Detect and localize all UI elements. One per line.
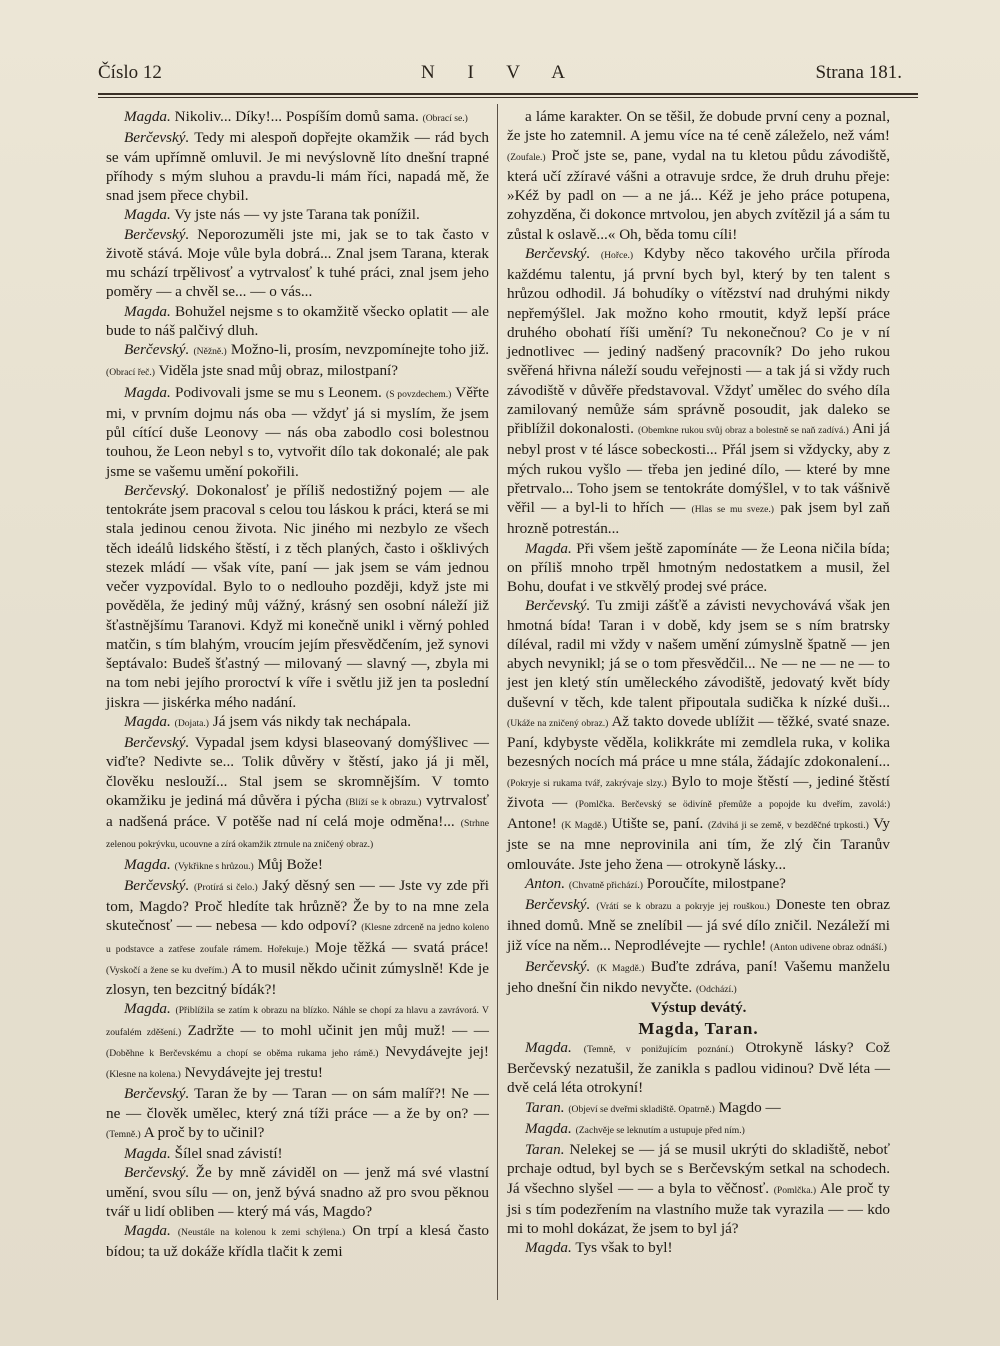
speaker-name: Berčevský. xyxy=(124,481,190,499)
dialogue-text: Tedy mi alespoň dopřejte okamžik — rád bych se vám upřímně omluvil. Je mi nevýslovně líto dnešní trapné příhody s mým sluhou a pravdu-li mám říci, napadá mě, že snad jsem přece chybil. xyxy=(106,129,489,204)
magazine-title: N I V A xyxy=(420,62,579,83)
dialogue-paragraph xyxy=(507,539,890,597)
stage-direction: (Objeví se dveřmi skladiště. Opatrně.) xyxy=(568,1103,715,1115)
speaker-name: Berčevský. xyxy=(525,244,591,262)
dialogue-paragraph xyxy=(507,1098,890,1119)
speaker-name: Magda. xyxy=(124,302,171,320)
stage-direction: (Hořce.) xyxy=(600,249,634,261)
issue-number: Číslo 12 xyxy=(98,62,162,83)
speaker-name: Berčevský. xyxy=(124,876,190,894)
dialogue-paragraph xyxy=(106,1144,489,1163)
stage-direction: (Něžně.) xyxy=(193,346,227,357)
dialogue-text: Já jsem vás nikdy tak nechápala. xyxy=(209,712,412,730)
stage-direction: (Doběhne k Berčevskému a chopí se oběma rukama jeho rámě.) xyxy=(106,1047,379,1059)
dialogue-text: Že by mně záviděl on — jenž má své vlastní umění, svou sílu — on, jenž bývá snadno až pro svou pěknou tvář u lidí obliben — který má vás, Magdo? xyxy=(106,1164,489,1220)
stage-direction: (Zachvěje se leknutím a ustupuje před ním.) xyxy=(575,1124,745,1136)
stage-direction: (Zoufale.) xyxy=(507,151,546,163)
dialogue-text: Tu zmiji zášťě a závisti nevychovává však jen hmotná bída! Taran i v době, kdy jsem se s ním bratrsky díléval, radil mi vždy v našem umění zúmyslně špatně — jen abych nevynikl; já se o tom přesvědčil... Ne — ne — ne — to jest jen kletý stín uměleckého závodiště, jedovatý květ bídy duševní v těch, kde talent připoutala sudička k nízké duši... xyxy=(507,597,890,711)
stage-direction: (Anton udivene obraz odnáší.) xyxy=(770,941,887,953)
dialogue-text: vytrvalosť a nadšená práce. V potěše nad ní celá moje odměna!... xyxy=(106,791,489,830)
dialogue-paragraph xyxy=(106,855,489,876)
dialogue-text: Vy jste se na mne neprovinila ani tím, že zlý čin Taranův omlouváte. Jste jeho žena — otrokyně lásky... xyxy=(507,815,890,873)
speaker-name: Magda. xyxy=(124,712,171,730)
page-header xyxy=(92,62,908,92)
speaker-name: Berčevský. xyxy=(124,341,190,358)
dialogue-text: Ale proč ty jsi s tím podezřením na vlastního muže tak vyrazila — — kdo mi to mohl dokázat, že jsem to byl já? xyxy=(507,1179,890,1237)
dialogue-text: Věřte mi, v prvním dojmu nás oba — vždyť já si myslím, že jsem půl cítící duše Leonovy — nás oba zabodlo cosi bolestnou touhou, že Leon nebyl s to, vytvořit dílo tak dokonalé; ale pak jsme se vašemu umění pokořili. xyxy=(106,383,489,480)
speaker-name: Magda. xyxy=(124,383,171,401)
dialogue-text xyxy=(572,1039,584,1056)
scene-cast: Magda, Taran. xyxy=(638,1018,759,1038)
dialogue-paragraph xyxy=(106,383,489,481)
dialogue-text: Jaký děsný sen — — Jste vy zde při tom, Magdo? Proč hledíte tak hrůzně? Že by to na mne zela skutečnosť — — nebesa — kdo odpoví? xyxy=(106,876,490,935)
dialogue-paragraph xyxy=(507,957,890,1000)
speaker-name: Berčevský. xyxy=(124,225,190,243)
stage-direction: (Obemkne rukou svůj obraz a bolestně se naň zadívá.) xyxy=(638,425,849,436)
stage-direction: (Chvatně přichází.) xyxy=(568,879,643,891)
speaker-name: Magda. xyxy=(124,108,171,125)
right-column-dialogue xyxy=(507,107,890,999)
dialogue-paragraph xyxy=(106,302,489,341)
stage-direction: (Obrací řeč.) xyxy=(106,367,155,379)
dialogue-text: Zadržte — to mohl učinit jen můj muž! — — xyxy=(181,1021,489,1039)
stage-direction: (Blíží se k obrazu.) xyxy=(345,796,422,808)
dialogue-text: Antone! xyxy=(507,815,562,832)
speaker-name: Magda. xyxy=(525,1038,572,1056)
dialogue-paragraph xyxy=(106,107,489,128)
stage-direction: (Odchází.) xyxy=(695,984,737,995)
dialogue-paragraph xyxy=(507,1238,890,1257)
stage-direction: (Vyskočí a žene se ku dveřím.) xyxy=(106,964,228,976)
stage-direction: (Dojata.) xyxy=(174,717,209,729)
dialogue-text: Magdo — xyxy=(714,1098,781,1116)
left-column xyxy=(106,107,489,1262)
speaker-name: Berčevský. xyxy=(124,1164,190,1182)
speaker-name: Berčevský. xyxy=(525,957,591,975)
dialogue-paragraph xyxy=(507,596,890,874)
stage-direction: (Temně, v ponižujícím poznání.) xyxy=(583,1043,734,1055)
dialogue-paragraph xyxy=(106,876,489,1000)
dialogue-text: pak jsem byl zaň hrozně potrestán... xyxy=(507,499,890,538)
page-number: Strana 181. xyxy=(815,62,902,83)
dialogue-text: Podivovali jsme se mu s Leonem. xyxy=(170,383,386,401)
dialogue-text: Šílel snad závistí! xyxy=(170,1145,283,1162)
dialogue-text: Nevydávejte jej! xyxy=(378,1042,489,1060)
dialogue-text: Vy jste nás — vy jste Tarana tak ponížil. xyxy=(170,206,420,224)
header-rule xyxy=(98,93,918,95)
dialogue-text: Bylo to moje štěstí —, jediné štěstí života — xyxy=(507,772,890,811)
dialogue-paragraph xyxy=(106,481,489,712)
stage-direction: (Protírá si čelo.) xyxy=(193,881,258,893)
speaker-name: Magda. xyxy=(525,539,572,557)
dialogue-text: Možno-li, prosím, nevzpomínejte toho již. xyxy=(226,341,490,358)
dialogue-paragraph xyxy=(106,1163,489,1221)
stage-direction: (Hlas se mu svezе.) xyxy=(691,504,774,515)
speaker-name: Magda. xyxy=(525,1239,572,1257)
speaker-name: Taran. xyxy=(525,1098,565,1116)
dialogue-text: Dokonalosť je příliš nedostižný pojem — ale tentokráte jsem pracoval s celou tou láskou k práci, která se mi stala jedinou cenou života. Nic jiného mi nezbylo ze všech těch ideálů lidského štěstí, i z těch planých, často i ošklivých stezek mládí — však víte, paní — jak jsem se vám jednou večer vyzpovídal. Bylo to o nedlouho později, když jste mi pověděla, že jediný můj vážný, krásný sen osobní náleží již šťastnějšímu Taranovi. Když mi konečně unikl i věrný pohled matčin, s tím blahým, vroucím jejím přesvědčením, jež synovi šeptávalo: Budeš šťastný — milovaný — slavný —, zbyla mi na tom nebi jejího proroctví k víře i světlu již jen ta poslední jiskra — jiskérka mého nadání. xyxy=(106,481,489,711)
speaker-name: Berčevský. xyxy=(124,734,190,751)
right-column-dialogue-continued xyxy=(507,1038,890,1258)
header-rule-thin xyxy=(98,97,918,98)
speaker-name: Magda. xyxy=(124,1000,171,1018)
stage-direction: (Strhne zelenou pokrývku, ucouvne a zírá okamžik ztrnule na zničený obraz.) xyxy=(106,818,489,851)
dialogue-text: Viděla jste snad můj obraz, milostpaní? xyxy=(155,362,399,380)
stage-direction: (Klesne na kolena.) xyxy=(106,1069,181,1080)
dialogue-text: Nevydávejte jej trestu! xyxy=(180,1064,323,1081)
dialogue-paragraph xyxy=(507,1119,890,1140)
dialogue-text: On trpí a klesá často bídou; ta už dokáže křídla tlačit k zemi xyxy=(106,1222,490,1261)
dialogue-text xyxy=(171,1222,178,1239)
dialogue-text: Doneste ten obraz ihned domů. Mně se znelíbil — já své dílo zničil. Nezáleží mi již více na něm... Neprodlévejte — rychle! xyxy=(507,896,890,954)
speaker-name: Magda. xyxy=(124,855,171,873)
dialogue-paragraph xyxy=(106,999,489,1084)
dialogue-paragraph xyxy=(507,1038,890,1098)
dialogue-paragraph xyxy=(507,895,890,957)
scene-title: Výstup devátý. xyxy=(650,1000,747,1017)
dialogue-paragraph xyxy=(106,1084,489,1144)
dialogue-paragraph xyxy=(106,340,489,383)
dialogue-paragraph xyxy=(507,1140,890,1238)
stage-direction: (Vykřikne s hrůzou.) xyxy=(174,860,254,872)
dialogue-text: Můj Bože! xyxy=(253,855,323,873)
dialogue-paragraph xyxy=(106,1221,489,1262)
speaker-name: Berčevský. xyxy=(124,129,190,147)
dialogue-text: Bohužel nejsme s to okamžitě všecko oplatit — ale bude to náš palčivý dluh. xyxy=(106,302,489,339)
dialogue-text: Vypadal jsem kdysi blaseovaný domýšlivec — viďte? Nedivte se... Tolik důvěry v štěstí, jako já ji měl, člověku neslouží... Stal jsem se skromnějším. V tomto okamžiku je jediná má důvěra i pýcha xyxy=(106,734,489,809)
stage-direction: (K Magdě.) xyxy=(596,962,645,974)
dialogue-text xyxy=(590,245,601,262)
speaker-name: Magda. xyxy=(124,206,171,224)
dialogue-text: Tys však to byl! xyxy=(571,1239,673,1257)
dialogue-text: Otrokyně lásky? Což Berčevský nezatušil, že zanikla s padlou vidinou? Dvě léta — dvě celá léta otrokyní! xyxy=(507,1038,891,1097)
dialogue-text: Moje těžká — svatá práce! xyxy=(308,938,489,956)
dialogue-paragraph xyxy=(507,107,890,244)
stage-direction: (Zdvihá ji se země, v bezděčné trpkosti.) xyxy=(707,820,869,831)
stage-direction: (Přiblížila se zatím k obrazu na blízko. Náhle se chopí za hlavu a zavrávorá. V zoufalém zděšení.) xyxy=(106,1005,489,1038)
dialogue-text: Neporozuměli jste mi, jak se to tak často v životě stává. Moje vůle byla dobrá... Znal jsem Tarana, kterak mu schází trpělivosť a vytrvalosť k tuhé práci, znal jsem jeho poměry — a chvěl se... — o vás... xyxy=(106,225,489,301)
speaker-name: Berčevský. xyxy=(525,896,591,913)
dialogue-paragraph xyxy=(106,205,489,224)
column-divider xyxy=(497,104,498,1300)
right-column xyxy=(507,107,890,1258)
speaker-name: Berčevský. xyxy=(525,597,591,615)
stage-direction: (Temně.) xyxy=(106,1128,141,1140)
stage-direction: (Pokryje si rukama tvář, zakrývaje slzy.) xyxy=(507,777,667,789)
dialogue-text: Ani já nebyl prost v té lásce sobeckosti... Přál jsem si vždycky, aby z mých rukou vyšlo — třeba jen jediné dílo, — které by mne přetrvalo... Toho jsem se tentokráte domýšlel, v to tak vášnivě věřil — a byl-li to hřích — xyxy=(507,420,890,516)
dialogue-text: Až takto dovede ublížit — těžké, svaté snaze. Paní, kdybyste věděla, kolikkráte mi zemdlela ruka, v kolika bezesných nocích má práce u mne stála, žádajíc zdokonalení... xyxy=(507,712,890,771)
stage-direction: (Obrací se.) xyxy=(422,113,468,124)
speaker-name: Magda. xyxy=(124,1145,171,1162)
dialogue-text: Buďte zdráva, paní! Vašemu manželu jeho dnešní čin nikdo nevyčte. xyxy=(507,957,890,996)
dialogue-text: Kdyby něco takového určila příroda každému talentu, já první bych byl, který by ten talent s hrůzou odhodil. Já bohudíky o vítězství nad druhými nikdy nepřemýšlel. Jak možno koho rmoutit, když lepší práce druhého obohatí říši umění? Tu nekonečnou? Co je v ní jednotlivec — jediný nadšený pracovník? Do jeho rukou svěřená hřivna náleží soudu veřejnosti — a tak já si vždy ruch závodiště v důvěře představoval. Vždyť umělec do svého díla zamilovaný nemůže sám správně posoudit, jak daleko se přiblížil dokonalosti. xyxy=(507,244,890,437)
dialogue-paragraph xyxy=(106,733,489,855)
dialogue-paragraph xyxy=(507,244,890,539)
dialogue-text: Taran že by — Taran — on sám malíř?! Ne — ne — člověk umělec, který zná tíži práce — a že by on? — xyxy=(106,1085,489,1122)
dialogue-text: Proč jste se, pane, vydal na tu kletou půdu závodiště, která učí zžíravé vášni a otravuje srdce, že druh druhu přeje: »Kéž by padl on — a ne já... Kéž je jeho práce potupena, zohyzděna, či dokonce mrtvolou, jen abych zvítězil já a sám tu zůstal k oslavě...« Oh, běda tomu cíli! xyxy=(507,146,890,243)
stage-direction: (Klesne zdrceně na jedno koleno u podstavce a zatřese zoufale rámem. Hořekuje.) xyxy=(106,922,489,955)
dialogue-text: A to musil někdo učinit zúmyslně! Kde je zlosyn, ten bezcitný bídák?! xyxy=(106,959,489,998)
speaker-name: Taran. xyxy=(525,1141,565,1158)
dialogue-text: Nikoliv... Díky!... Pospíším domů sama. xyxy=(170,108,423,125)
stage-direction: (Pomlčka. Berčevský se ödivíně přemůže a popojde ku dveřím, zavolá:) xyxy=(575,798,891,810)
speaker-name: Berčevský. xyxy=(124,1085,190,1103)
dialogue-text: Utište se, paní. xyxy=(606,815,708,832)
dialogue-text: Nelekej se — já se musil ukrýti do skladiště, neboť prchaje odtud, byl bych se s Berčevským setkal na schodech. Já všechno slyšel — — a byla to věčnosť. xyxy=(507,1141,890,1197)
dialogue-paragraph xyxy=(106,225,489,302)
dialogue-text: Poroučíte, milostpane? xyxy=(642,874,786,892)
dialogue-paragraph xyxy=(106,128,489,205)
dialogue-paragraph xyxy=(507,874,890,895)
stage-direction: (Ukáže na zničený obraz.) xyxy=(507,717,609,729)
stage-direction: (Vrátí se k obrazu a pokryje jej rouškou.) xyxy=(596,901,770,912)
speaker-name: Anton. xyxy=(525,874,566,892)
stage-direction: (Neustále na kolenou k zemi schýlena.) xyxy=(177,1227,346,1238)
dialogue-paragraph xyxy=(106,712,489,733)
stage-direction: (K Magdě.) xyxy=(561,820,607,831)
speaker-name: Magda. xyxy=(525,1119,572,1137)
dialogue-text: Při všem ještě zapomínáte — že Leona ničila bída; on příliš mnoho trpěl hmotným nedostatkem a musil, žel Bohu, doufat i ve stkvělý prodej své práce. xyxy=(507,539,890,595)
stage-direction: (Pomlčka.) xyxy=(773,1184,817,1196)
speaker-name: Magda. xyxy=(124,1222,171,1239)
dialogue-text: a láme karakter. On se těšil, že dobude první ceny a poznal, že jste ho zatemnil. A jemu více na té ceně záleželo, než vám! xyxy=(507,108,890,145)
dialogue-text: A proč by to učinil? xyxy=(140,1123,265,1141)
stage-direction: (S povzdechem.) xyxy=(386,388,452,400)
